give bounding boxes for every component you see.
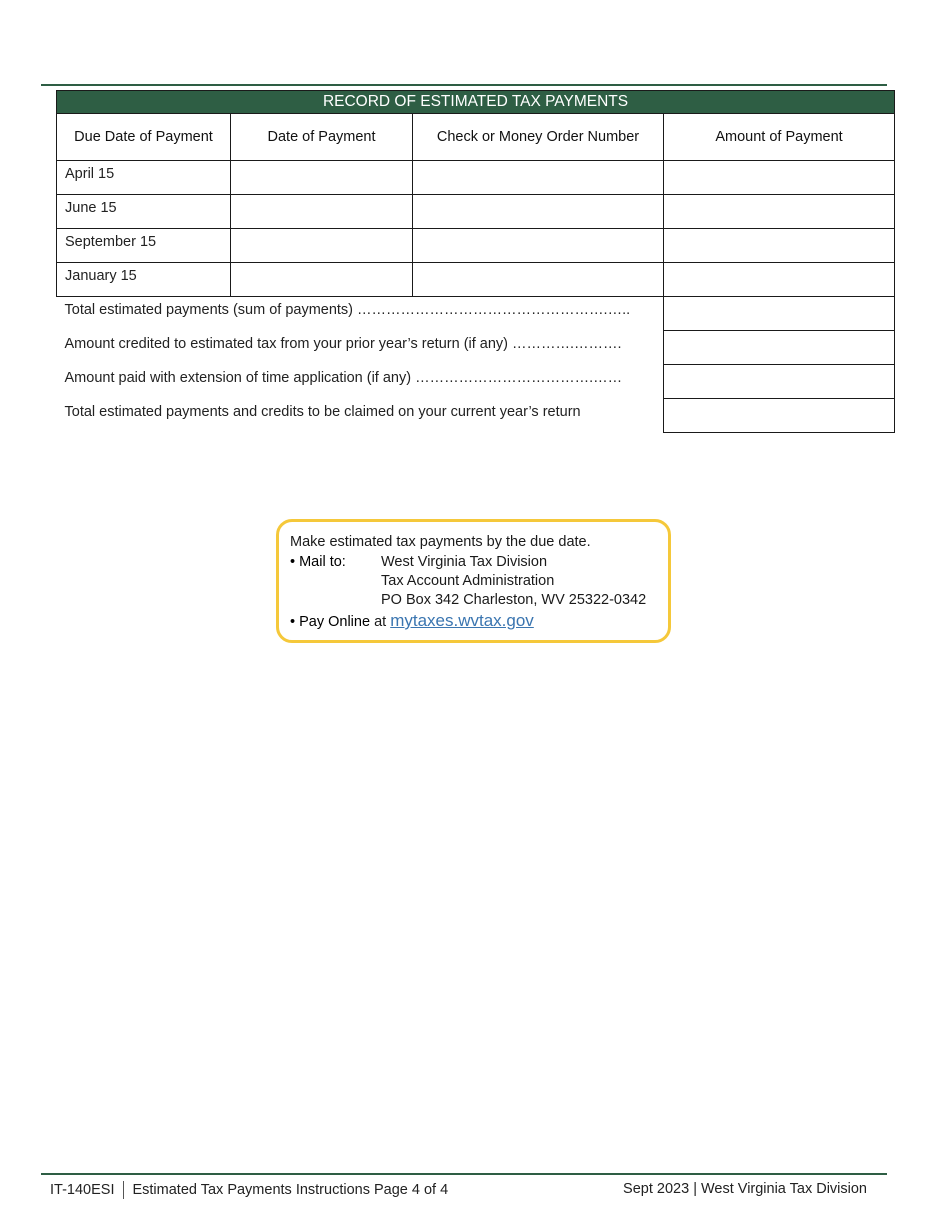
- amount-field[interactable]: [664, 195, 895, 229]
- summary-label: Total estimated payments and credits to be claimed on your current year’s return: [64, 403, 581, 420]
- column-header-due-date: Due Date of Payment: [57, 114, 231, 161]
- mail-address-line: Tax Account Administration: [381, 573, 555, 589]
- table-row: [57, 161, 895, 195]
- column-header-date-of-payment: Date of Payment: [231, 114, 413, 161]
- total-payments-field[interactable]: [664, 297, 895, 331]
- table-row: [57, 263, 895, 297]
- payment-instructions-box: [276, 519, 671, 643]
- pay-online-link[interactable]: mytaxes.wvtax.gov: [390, 611, 534, 630]
- amount-field[interactable]: [664, 161, 895, 195]
- due-date-cell: June 15: [57, 195, 231, 229]
- mail-address-line: West Virginia Tax Division: [381, 554, 548, 570]
- date-of-payment-field[interactable]: [231, 229, 413, 263]
- date-of-payment-field[interactable]: [231, 195, 413, 229]
- top-divider: [41, 84, 887, 86]
- check-number-field[interactable]: [413, 229, 664, 263]
- summary-row-total-claimed: [57, 399, 895, 433]
- footer-left: [50, 1181, 448, 1199]
- footer-separator: [123, 1181, 124, 1199]
- amount-field[interactable]: [664, 263, 895, 297]
- check-number-field[interactable]: [413, 161, 664, 195]
- column-header-check-number: Check or Money Order Number: [413, 114, 664, 161]
- summary-row-total-payments: [57, 297, 895, 331]
- date-of-payment-field[interactable]: [231, 161, 413, 195]
- footer-right: Sept 2023 | West Virginia Tax Division: [623, 1181, 867, 1197]
- total-claimed-field[interactable]: [664, 399, 895, 433]
- pay-online-label: • Pay Online: [290, 614, 371, 630]
- mail-address-line: PO Box 342 Charleston, WV 25322-0342: [381, 592, 647, 608]
- summary-label: Amount paid with extension of time application (if any) ……………………………….……: [64, 369, 623, 386]
- table-title: RECORD OF ESTIMATED TAX PAYMENTS: [57, 91, 895, 114]
- date-of-payment-field[interactable]: [231, 263, 413, 297]
- estimated-payments-table: [56, 90, 895, 433]
- prior-year-credit-field[interactable]: [664, 331, 895, 365]
- form-id: IT-140ESI: [50, 1181, 115, 1198]
- due-date-cell: September 15: [57, 229, 231, 263]
- instructions-intro: Make estimated tax payments by the due date.: [290, 534, 591, 550]
- table-row: [57, 229, 895, 263]
- due-date-cell: April 15: [57, 161, 231, 195]
- extension-payment-field[interactable]: [664, 365, 895, 399]
- amount-field[interactable]: [664, 229, 895, 263]
- table-header-row: [57, 114, 895, 161]
- summary-row-extension-payment: [57, 365, 895, 399]
- due-date-cell: January 15: [57, 263, 231, 297]
- mail-to-label: • Mail to:: [290, 554, 346, 570]
- check-number-field[interactable]: [413, 263, 664, 297]
- column-header-amount: Amount of Payment: [664, 114, 895, 161]
- pay-online-at: at: [374, 614, 387, 630]
- footer-divider: [41, 1173, 887, 1175]
- check-number-field[interactable]: [413, 195, 664, 229]
- summary-label: Total estimated payments (sum of payments) …………………………………………….…..: [64, 302, 631, 318]
- table-row: [57, 195, 895, 229]
- document-title: Estimated Tax Payments Instructions Page 4 of 4: [132, 1181, 449, 1198]
- pay-online-line: [290, 611, 534, 631]
- summary-label: Amount credited to estimated tax from your prior year’s return (if any) ………….……….: [64, 335, 622, 352]
- summary-row-prior-year-credit: [57, 331, 895, 365]
